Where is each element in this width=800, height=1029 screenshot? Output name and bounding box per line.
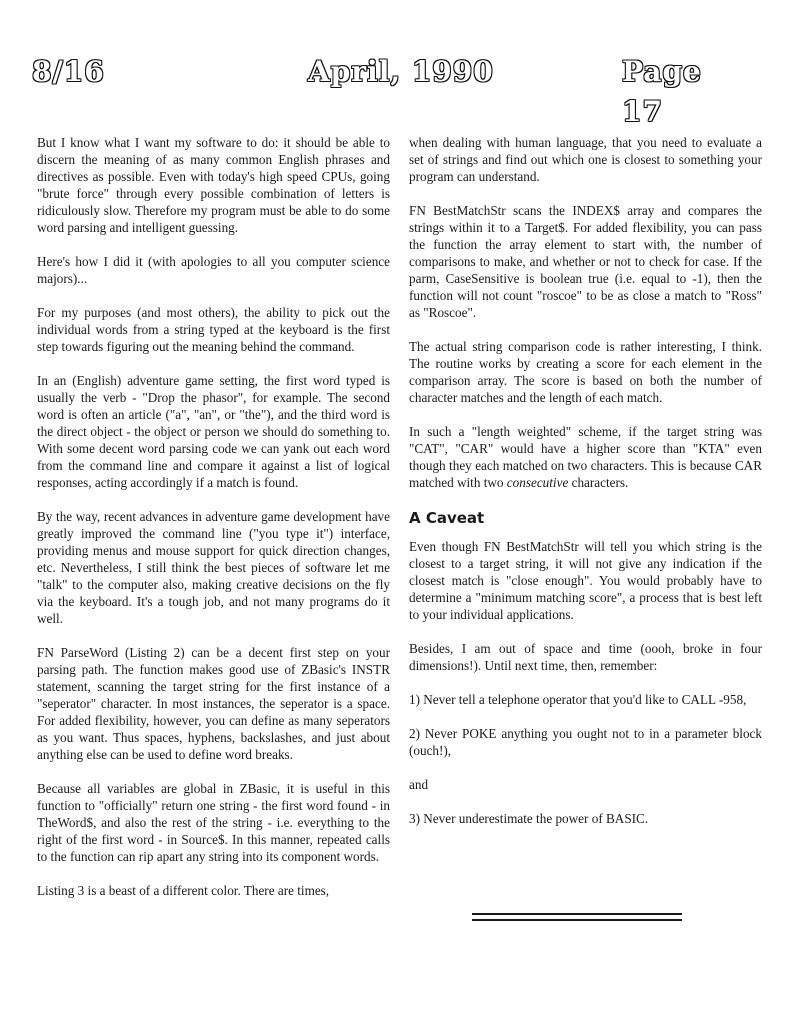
- end-rule-top: [472, 913, 682, 915]
- paragraph: FN BestMatchStr scans the INDEX$ array and compares the strings within it to a Target$. For added flexibility, you can pass the function the array element to start with, the number of comparisons to make, and whether or not to check for case. If the parm, CaseSensitive is boolean true (i.e. equal to -1), then the function will not count "roscoe" to be as close a match to "Ross" as "Roscoe".: [409, 203, 762, 320]
- text-run: characters.: [568, 475, 629, 490]
- issue-number: 8/16: [32, 55, 105, 88]
- paragraph: Even though FN BestMatchStr will tell you which string is the closest to a target string, it will not give any indication if the closest match is "close enough". You would probably have to determine a "minimum matching score", a process that is best left to your individual applications.: [409, 539, 762, 622]
- list-item: 2) Never POKE anything you ought not to in a parameter block (ouch!),: [409, 726, 762, 758]
- list-item: 3) Never underestimate the power of BASIC.: [409, 811, 649, 826]
- paragraph: Listing 3 is a beast of a different color. There are times,: [37, 883, 330, 898]
- paragraph: [409, 423, 762, 491]
- page-header: [32, 52, 732, 128]
- italic-text: consecutive: [506, 475, 569, 490]
- paragraph: In an (English) adventure game setting, the first word typed is usually the verb - "Drop the phasor", for example. The second word is often an article ("a", "an", or "the"), and the third word is the direct object - the object or person we should do something to. With some decent word parsing code we can yank out each word from the command line and compare it against a list of logical responses, acting accordingly if a match is found.: [37, 373, 390, 490]
- section-heading: A Caveat: [409, 509, 485, 527]
- paragraph: By the way, recent advances in adventure game development have greatly improved the command line ("you type it") interface, providing menus and mouse support for quick direction changes, etc. Nevertheless, I still think the best pieces of software let me "talk" to the computer also, making creative decisions on the fly via the keyboard. It's a tough job, and not many programs do it well.: [37, 509, 390, 626]
- paragraph: Here's how I did it (with apologies to all you computer science majors)...: [37, 254, 390, 286]
- paragraph: Besides, I am out of space and time (oooh, broke in four dimensions!). Until next time, then, remember:: [409, 641, 762, 673]
- end-rule-bottom: [472, 919, 682, 921]
- issue-date: April, 1990: [308, 55, 494, 88]
- paragraph: The actual string comparison code is rather interesting, I think. The routine works by creating a score for each element in the comparison array. The score is based on both the number of character matches and the length of each match.: [409, 339, 762, 405]
- right-column: [409, 134, 762, 844]
- paragraph: FN ParseWord (Listing 2) can be a decent first step on your parsing path. The function makes good use of ZBasic's INSTR statement, scanning the target string for the first instance of a "seperator" character. In most instances, the seperator is a space. For added flexibility, however, you can define as many seperators as you want. Thus spaces, hyphens, backslashes, and just about anything else can be used to define word breaks.: [37, 645, 390, 762]
- paragraph: But I know what I want my software to do: it should be able to discern the meaning of as many common English phrases and directives as possible. Even with today's high speed CPUs, going "brute force" through every possible combination of letters is ridiculously slow. Therefore my program must be able to do some word parsing and intelligent guessing.: [37, 135, 390, 235]
- list-item: 1) Never tell a telephone operator that you'd like to CALL -958,: [409, 692, 747, 707]
- paragraph: when dealing with human language, that you need to evaluate a set of strings and find out which one is closest to something your program can understand.: [409, 135, 762, 184]
- page-number: Page 17: [622, 55, 702, 128]
- paragraph: For my purposes (and most others), the ability to pick out the individual words from a string typed at the keyboard is the first step towards figuring out the meaning behind the command.: [37, 305, 390, 354]
- text-run: In such a "length weighted" scheme, if the target string was "CAT", "CAR" would have a higher score than "KTA" even though they each matched on two characters. This is because CAR matched with two: [409, 424, 762, 490]
- paragraph: and: [409, 777, 429, 792]
- paragraph: Because all variables are global in ZBasic, it is useful in this function to "officially" return one string - the first word found - in TheWord$, and also the rest of the string - i.e. everything to the right of the first word - in Source$. In this manner, repeated calls to the function can rip apart any string into its component words.: [37, 781, 390, 864]
- left-column: [37, 134, 390, 916]
